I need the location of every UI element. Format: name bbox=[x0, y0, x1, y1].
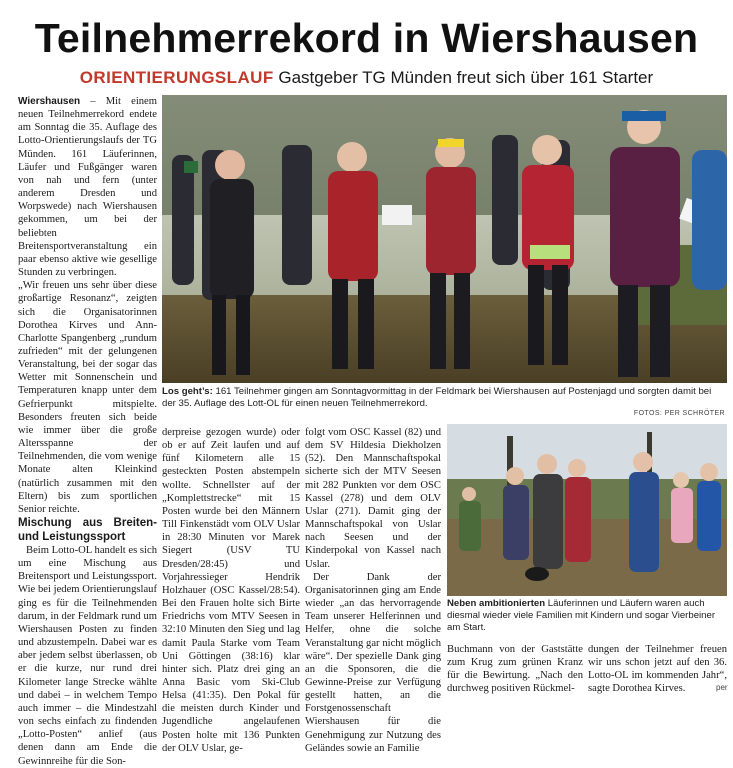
caption-text: Läuferinnen und Läufern waren auch diesmal wieder viele Familien mit Kindern und sogar Vierbeiner am Start. bbox=[447, 598, 716, 633]
photo-caption-main bbox=[162, 386, 727, 410]
caption-text: 161 Teilnehmer gingen am Sonntagvormittag in der Feldmark bei Wiershausen auf Postenjagd und sorgten damit bei der 35. Auflage des Lott-OL für einen neuen Teilnehmerrekord. bbox=[162, 386, 712, 409]
article-column-3 bbox=[305, 426, 441, 755]
subheadline-text: Gastgeber TG Münden freut sich über 161 Starter bbox=[278, 68, 654, 87]
paragraph: dungen der Teilnehmer freuen wir uns schon jetzt auf den 36. Lotto-OL im kommenden Jahr“, sagte Dorothea Kirves. bbox=[588, 644, 727, 695]
families-photo-illustration bbox=[447, 424, 727, 596]
article-column-1 bbox=[18, 95, 157, 768]
paragraph: folgt vom OSC Kassel (82) und dem SV Hildesia Diekholzen (52). Den Mannschaftspokal sicherte sich der MTV Seesen mit 282 Punkten vor dem OSC Kassel (278) und dem OLV Uslar (271). Damit ging der Mannschaftspokal von Uslar nach Seesen und der Kinderpokal von Kassel nach Uslar. bbox=[305, 427, 441, 570]
photo-caption-family bbox=[447, 598, 727, 634]
article-column-5 bbox=[588, 643, 727, 696]
lead-paragraph bbox=[18, 95, 157, 279]
photo-credit: FOTOS: PER SCHRÖTER bbox=[633, 410, 725, 417]
author-initials: per bbox=[716, 683, 728, 692]
caption-lead: Los geht’s: bbox=[162, 386, 213, 397]
main-photo bbox=[162, 95, 727, 383]
kicker: ORIENTIERUNGSLAUF bbox=[79, 68, 274, 87]
subheadline bbox=[0, 68, 733, 88]
section-subhead: Mischung aus Breiten- und Leistungssport bbox=[18, 517, 157, 543]
paragraph: Buchmann von der Gaststätte zum Krug zum grünen Kranz für die Bewirtung. „Nach den durchweg positiven Rückmel- bbox=[447, 644, 583, 695]
caption-lead: Neben ambitionierten bbox=[447, 598, 546, 609]
article-column-4 bbox=[447, 643, 583, 696]
paragraph: „Wir freuen uns sehr über diese großartige Resonanz“, zeigten sich die Organisatorinnen Dorothea Kirves und Ann-Charlotte Spangenberg „rundum zufrieden“ mit der gelungenen Veranstaltung, bei der sogar das Wetter mit Sonnenschein und Temperaturen knapp unter dem Gefrierpunkt mitspielte. Besonders freuten sich beide wie immer über die große Altersspanne der Teilnehmenden, die vom wenige Monate alten Kleinkind (natürlich zusammen mit den Eltern) bis zum sportlichen Senior reichte. bbox=[18, 280, 157, 515]
paragraph: Beim Lotto-OL handelt es sich um eine Mischung aus Breitensport und Leistungssport. Wie bei jedem Orientierungslauf ging es für die Teilnehmenden darum, in der Feldmark rund um Wiershausen Posten zu finden und abzustempeln. Dabei war es aber jedem selbst überlassen, ob er die kurze, nur rund drei Kilometer lange Strecke wählte und dabei – in welchem Tempo auch immer – die Mindestzahl von sechs einfach zu findenden „Lotto-Posten“ anlief (aus denen dann am Ende die Gewinnreihe für die Son- bbox=[18, 545, 157, 767]
article-column-2 bbox=[162, 426, 300, 755]
lead-text: – Mit einem neuen Teilnehmerrekord endete am Sonntag die 35. Auflage des Lotto-Orientierungslaufs der TG Münden. 161 Läuferinnen, Läufer und Fußgänger waren von nah und fern (unter anderem Dresden und Worpswede) nach Wiershausen gekommen, um bei der beliebten Breitensportveranstaltung ein paar ebenso aktive wie gesellige Stunden zu verbringen. bbox=[18, 96, 157, 279]
family-photo bbox=[447, 424, 727, 596]
paragraph: derpreise gezogen wurde) oder ob er auf Zeit laufen und auf fünf Kilometern alle 15 gesteckten Posten abstempeln wollte. Schnellster auf der „Komplettstrecke“ mit 15 Posten wurde bei den Männern Till Finkenstädt vom OLV Uslar in 28:30 Minuten vor Marek Siegert (USV TU Dresden/28:45) und Vorjahressieger Hendrik Holzhauer (OSC Kassel/28:54). Bei den Frauen holte sich Birte Friedrichs vom MTV Seesen in 32:10 Minuten den Sieg und lag damit Paula Starke vom Team Uni Göttingen (38:16) klar hinter sich. Platz drei ging an Anna Basic vom Ski-Club Helsa (41:35). Den Pokal für die meisten durch Kinder und Jugendliche angelaufenen Posten holte mit 136 Punkten der OLV Uslar, ge- bbox=[162, 427, 300, 754]
runners-photo-illustration bbox=[162, 95, 727, 383]
headline: Teilnehmerrekord in Wiershausen bbox=[34, 15, 699, 61]
paragraph: Der Dank der Organisatorinnen ging am Ende wieder „an das hervorragende Team unserer Helferinnen und Helfer, ohne die solche Veranstaltung gar nicht möglich wäre“. Der spezielle Dank ging an die Sponsoren, die die Gewinne-Preise zur Verfügung gestellt hatten, an die Forstgenossenschaft Wiershausen für die Genehmigung zur Nutzung des Geländes sowie an Familie bbox=[305, 571, 441, 754]
dateline: Wiershausen bbox=[18, 96, 81, 107]
